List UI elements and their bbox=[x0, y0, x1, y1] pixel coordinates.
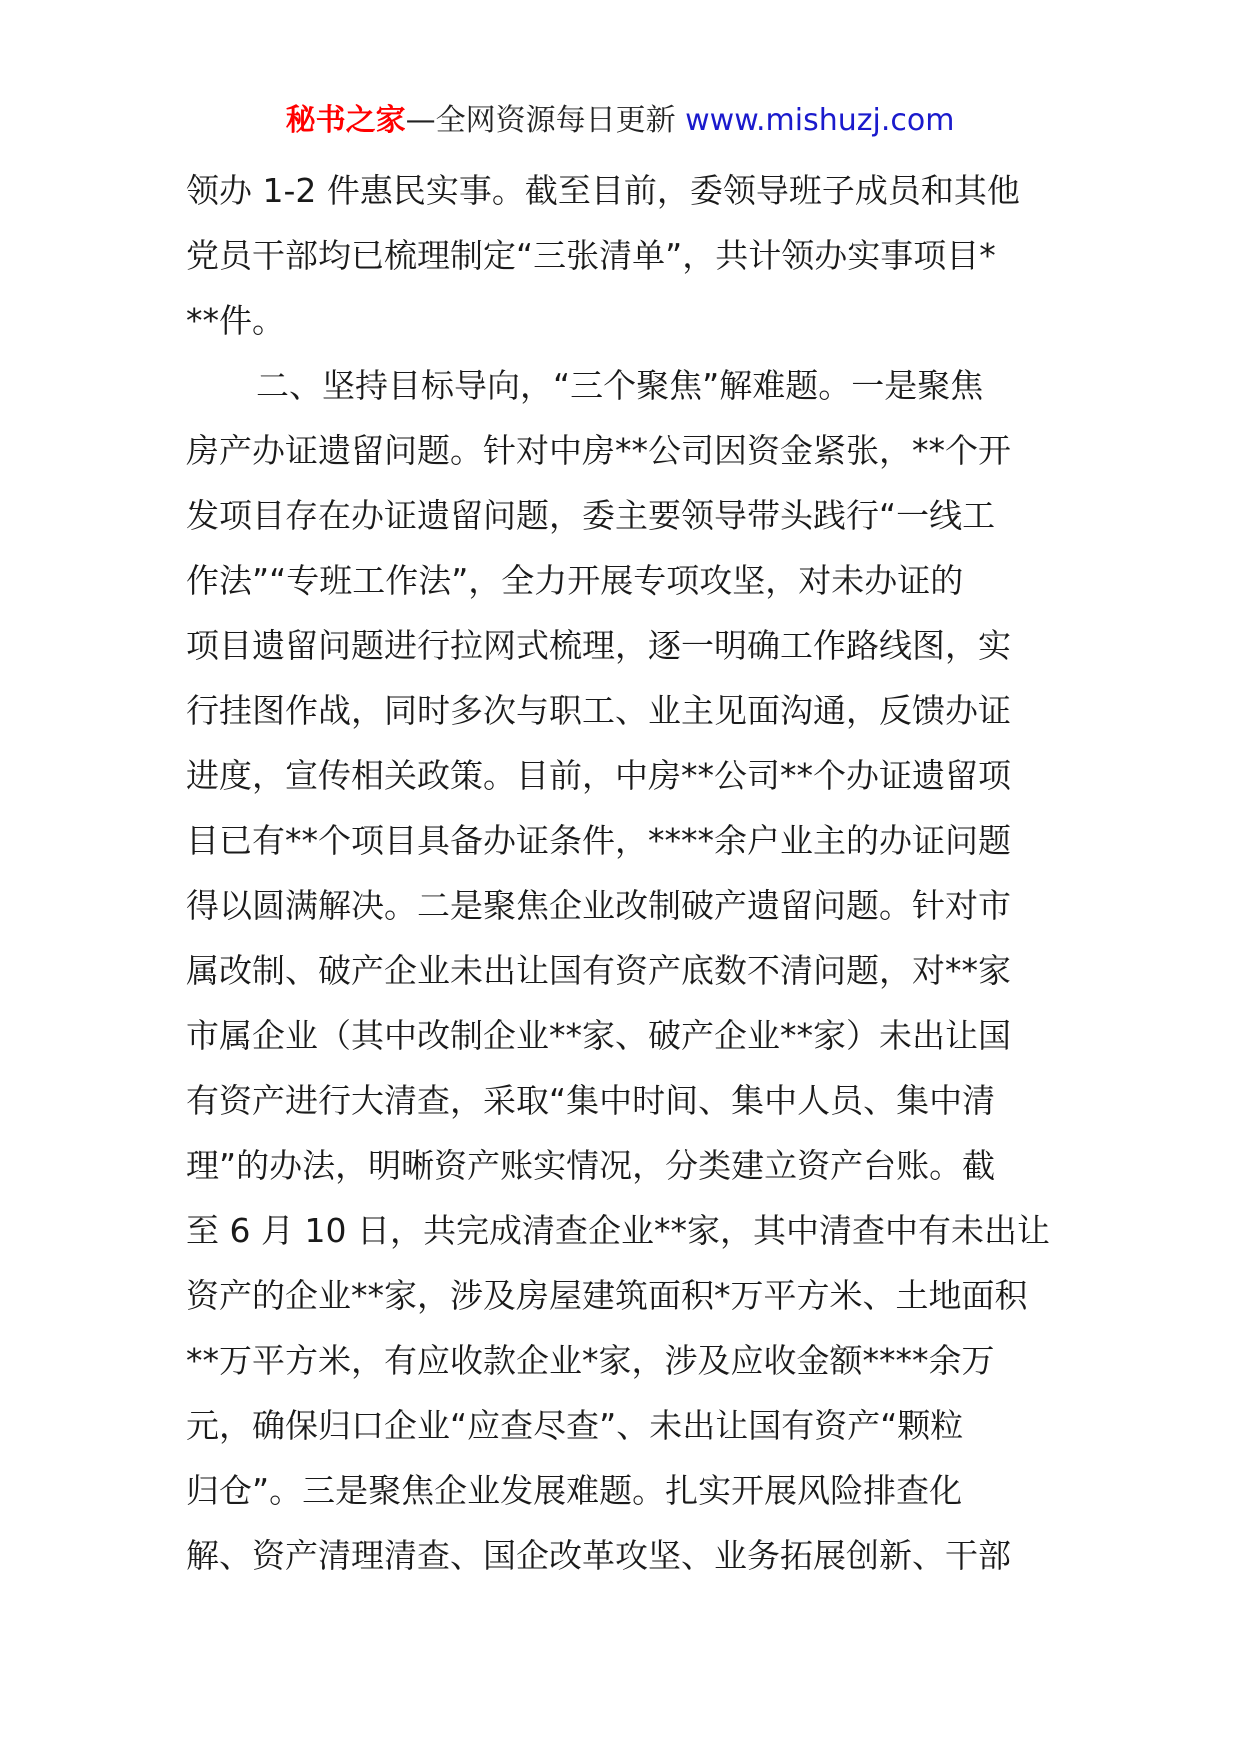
text-line: 资产的企业**家，涉及房屋建筑面积*万平方米、土地面积 bbox=[186, 1276, 1028, 1315]
text-line: **件。 bbox=[186, 301, 285, 340]
site-url-link[interactable]: www.mishuzj.com bbox=[685, 103, 955, 138]
text-line: 进度，宣传相关政策。目前，中房**公司**个办证遗留项 bbox=[186, 756, 1011, 795]
text-line: 作法”“专班工作法”，全力开展专项攻坚，对未办证的 bbox=[186, 561, 964, 600]
text-line: 解、资产清理清查、国企改革攻坚、业务拓展创新、干部 bbox=[186, 1536, 1011, 1575]
text-line: 归仓”。三是聚焦企业发展难题。扎实开展风险排查化 bbox=[186, 1471, 963, 1510]
document-body bbox=[186, 158, 1056, 1588]
text-line: 理”的办法，明晰资产账实情况，分类建立资产台账。截 bbox=[186, 1146, 996, 1185]
text-line: 领办 1-2 件惠民实事。截至目前，委领导班子成员和其他 bbox=[186, 171, 1020, 210]
paragraph-heading-line: 二、坚持目标导向，“三个聚焦”解难题。一是聚焦 bbox=[256, 366, 984, 405]
text-line: 党员干部均已梳理制定“三张清单”，共计领办实事项目* bbox=[186, 236, 996, 275]
text-line: 至 6 月 10 日，共完成清查企业**家，其中清查中有未出让 bbox=[186, 1211, 1050, 1250]
site-brand: 秘书之家 bbox=[285, 103, 406, 138]
text-line: 元，确保归口企业“应查尽查”、未出让国有资产“颗粒 bbox=[186, 1406, 964, 1445]
site-tagline: —全网资源每日更新 bbox=[405, 103, 676, 138]
text-line: 行挂图作战，同时多次与职工、业主见面沟通，反馈办证 bbox=[186, 691, 1011, 730]
text-line: 项目遗留问题进行拉网式梳理，逐一明确工作路线图，实 bbox=[186, 626, 1011, 665]
text-line: 得以圆满解决。二是聚焦企业改制破产遗留问题。针对市 bbox=[186, 886, 1011, 925]
text-line: **万平方米，有应收款企业*家，涉及应收金额****余万 bbox=[186, 1341, 995, 1380]
text-line: 有资产进行大清查，采取“集中时间、集中人员、集中清 bbox=[186, 1081, 996, 1120]
text-line: 发项目存在办证遗留问题，委主要领导带头践行“一线工 bbox=[186, 496, 996, 535]
text-line: 属改制、破产企业未出让国有资产底数不清问题，对**家 bbox=[186, 951, 1011, 990]
text-line: 房产办证遗留问题。针对中房**公司因资金紧张，**个开 bbox=[186, 431, 1011, 470]
site-header bbox=[0, 98, 1240, 144]
text-line: 市属企业（其中改制企业**家、破产企业**家）未出让国 bbox=[186, 1016, 1011, 1055]
text-line: 目已有**个项目具备办证条件，****余户业主的办证问题 bbox=[186, 821, 1011, 860]
